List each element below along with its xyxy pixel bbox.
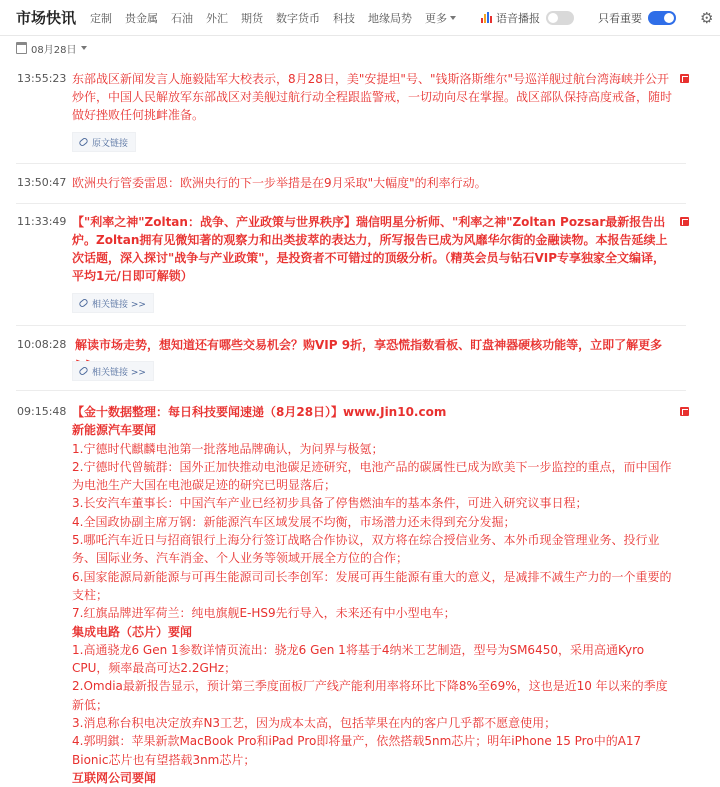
nav-tab-custom[interactable]: 定制 [90,11,113,25]
voice-broadcast-toggle[interactable] [546,11,574,25]
calendar-icon [16,42,27,54]
important-only-control [598,10,676,26]
source-link-button[interactable] [72,132,136,152]
toggle-knob [664,13,674,23]
news-content: 【"利率之神"Zoltan：战争、产业政策与世界秩序】瑞信明星分析师、"利率之神"Zoltan Pozsar最新报告出炉。Zoltan拥有见微知著的观察力和出类拔萃的表达力，所写报告已成为风靡华尔街的金融读物。本报告延续上次话题，深入探讨"战争与产业政策"，是投资者不可错过的顶级分析。（精英会员与钻石VIP专享独家全文编译，平均1元/日即可解锁） [72,215,668,283]
article-line: 7.红旗品牌进军荷兰：纯电旗舰E-HS9先行导入，未来还有中小型电车； [72,606,456,621]
article-line: 4.全国政协副主席万钢：新能源汽车区域发展不均衡，市场潜力还未得到充分发掘； [72,514,516,529]
link-icon [78,298,89,308]
chevron-down-icon [81,46,87,50]
nav-tab-futures[interactable]: 期货 [241,11,264,25]
link-label: 相关链接 >> [92,367,146,378]
article-line: 6.国家能源局新能源与可再生能源司司长李创军：发展可再生能源有重大的意义，是减排不减生产力的一个重要的支柱； [72,569,672,602]
important-flag-icon [680,74,689,83]
nav-tab-precious-metals[interactable]: 贵金属 [125,11,159,25]
news-time: 09:15:48 [17,405,67,418]
nav-tab-forex[interactable]: 外汇 [206,11,229,25]
date-label: 08月28日 [31,44,77,56]
page-title: 市场快讯 [16,9,77,27]
article-headline: 【金十数据整理：每日科技要闻速递（8月28日）】www.Jin10.com [72,405,447,419]
important-flag-icon [680,217,689,226]
important-flag-icon [680,407,689,416]
article-line: 1.高通骁龙6 Gen 1参数详情页流出：骁龙6 Gen 1将基于4纳米工艺制造，型号为SM6450，采用高通Kyro CPU，频率最高可达2.2GHz； [72,642,645,676]
toggle-knob [548,13,558,23]
news-time: 11:33:49 [17,215,67,228]
news-time: 13:50:47 [17,176,67,189]
link-label: 原文链接 [92,138,129,149]
link-icon [78,137,89,147]
section-title: 新能源汽车要闻 [72,423,157,438]
article-line: 5.哪吒汽车近日与招商银行上海分行签订战略合作协议，双方将在综合授信业务、本外币现金管理业务、投行业务、国际业务、汽车消金、个人业务等领域开展全方位的合作； [72,533,660,566]
link-icon [78,366,89,376]
separator [16,163,686,164]
nav-tab-oil[interactable]: 石油 [171,11,194,25]
nav-tab-crypto[interactable]: 数字货币 [276,11,321,25]
date-selector[interactable] [0,36,720,60]
separator [16,325,686,326]
nav-more-label: 更多 [425,11,448,25]
important-only-label: 只看重要 [598,11,643,25]
section-title: 集成电路（芯片）要闻 [72,624,193,639]
article-line: 2.Omdia最新报告显示，预计第三季度面板厂产线产能利用率将环比下降8%至69%，这也是近10 年以来的季度新低； [72,679,668,712]
separator [16,390,686,391]
article-line: 1.宁德时代麒麟电池第一批落地品牌确认，为问界与极氪； [72,441,384,456]
audio-bars-icon [481,12,492,23]
article-line: 3.长安汽车董事长：中国汽车产业已经初步具备了停售燃油车的基本条件，可进入研究议事日程； [72,496,588,511]
related-link-button[interactable] [72,361,154,381]
top-navigation-bar [0,0,720,36]
article-line: 4.郭明錤：苹果新款MacBook Pro和iPad Pro即将量产，依然搭载5nm芯片；明年iPhone 15 Pro中的A17 Bionic芯片也有望搭载3nm芯片； [72,734,642,767]
news-content: 解读市场走势，想知道还有哪些交易机会？购VIP 9折，享恐慌指数看板、盯盘神器硬核功能等，立即了解更多 [75,338,663,352]
chevron-down-icon [450,16,456,20]
news-time: 10:08:28 [17,338,67,351]
news-content: 东部战区新闻发言人施毅陆军大校表示，8月28日，美"安提坦"号、"钱斯洛斯维尔"号巡洋舰过航台湾海峡并公开炒作，中国人民解放军东部战区对美舰过航行动全程跟监警戒，一切动向尽在掌握。战区部队保持高度戒备，随时做好挫败任何挑衅准备。 [72,72,673,122]
related-link-button[interactable] [72,293,154,313]
nav-tab-geopolitics[interactable]: 地缘局势 [368,11,413,25]
news-content: 欧洲央行管委雷恩：欧洲央行的下一步举措是在9月采取"大幅度"的利率行动。 [72,176,487,190]
nav-more-dropdown[interactable] [425,10,456,26]
separator [16,203,686,204]
gear-icon[interactable]: ⚙ [700,8,714,27]
voice-broadcast-label: 语音播报 [496,11,541,25]
voice-broadcast-control [481,10,574,26]
news-article [72,403,672,787]
important-only-toggle[interactable] [648,11,676,25]
article-line: 3.消息称台积电决定放弃N3工艺，因为成本太高，包括苹果在内的客户几乎都不愿意使用； [72,716,557,731]
news-time: 13:55:23 [17,72,67,85]
link-label: 相关链接 >> [92,299,146,310]
nav-tab-tech[interactable]: 科技 [333,11,356,25]
article-line: 2.宁德时代曾毓群：国外正加快推动电池碳足迹研究，电池产品的碳属性已成为欧美下一步监控的重点，而中国作为电池生产大国在电池碳足迹的研究已明显落后； [72,459,672,493]
section-title: 互联网公司要闻 [72,770,157,785]
